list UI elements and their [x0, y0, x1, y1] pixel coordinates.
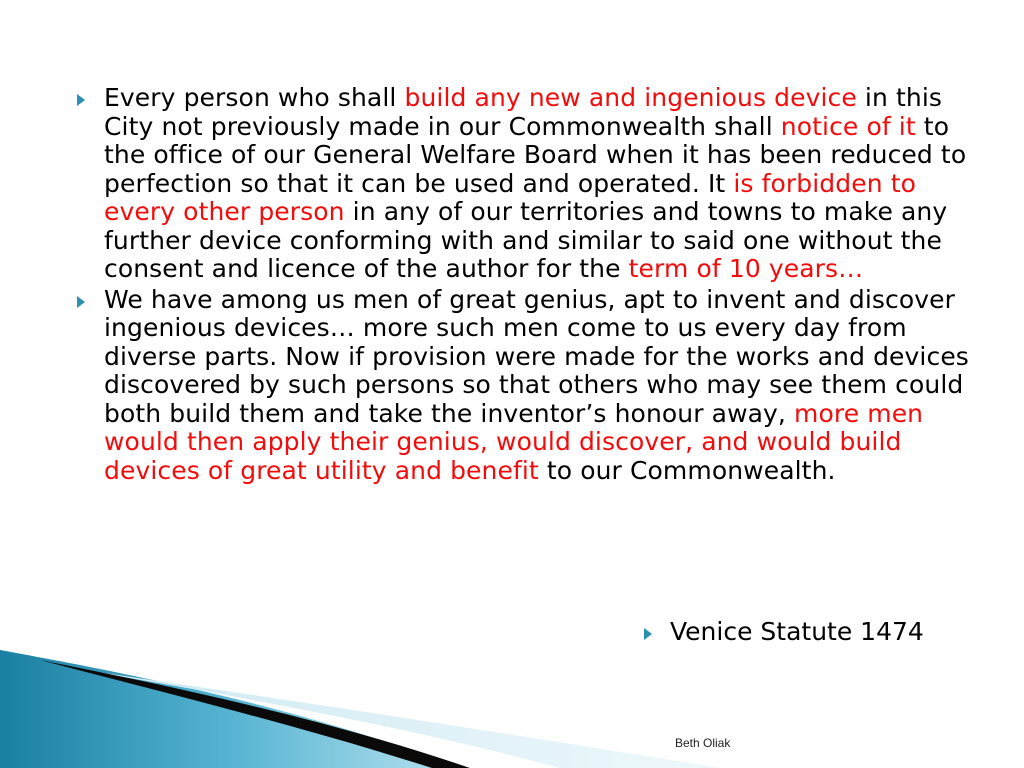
text-segment: Every person who shall	[104, 83, 405, 112]
highlighted-text: term of 10 years…	[628, 254, 864, 283]
footer-author: Beth Oliak	[675, 736, 731, 750]
highlighted-text: build any new and ingenious device	[404, 83, 857, 112]
triangle-bullet-icon	[77, 296, 85, 308]
paragraph-2-text	[104, 286, 974, 486]
highlighted-text: is forbidden to every other person	[104, 168, 917, 226]
text-segment: in any of our territories and towns to make any further device conforming with and similar to said one without the consent and licence of the author for the	[104, 197, 948, 283]
highlighted-text: notice of it	[780, 111, 916, 141]
triangle-bullet-icon	[644, 628, 652, 640]
text-segment: to our Commonwealth.	[538, 455, 836, 485]
bullet-item-1	[74, 84, 974, 284]
bullet-item-2	[74, 286, 974, 486]
text-segment: to the office of our General Welfare Board when it has been reduced to perfection so that it can be used and operated. It	[104, 111, 967, 198]
triangle-bullet-icon	[77, 94, 85, 106]
citation-text: Venice Statute 1474	[670, 617, 924, 646]
text-segment: in this City not previously made in our Commonwealth shall	[104, 83, 942, 141]
text-segment: We have among us men of great genius, apt to invent and discover ingenious devices… more such men come to us every day from diverse parts. Now if provision were made for the works and devices discovered by such persons so that others who may see them could both build them and take the inventor’s honour away,	[104, 284, 969, 428]
highlighted-text: more men would then apply their genius, would discover, and would build devices of great utility and benefit	[104, 398, 924, 485]
citation-bullet	[644, 617, 924, 647]
bullet-list	[74, 84, 974, 485]
paragraph-1-text	[104, 84, 974, 284]
